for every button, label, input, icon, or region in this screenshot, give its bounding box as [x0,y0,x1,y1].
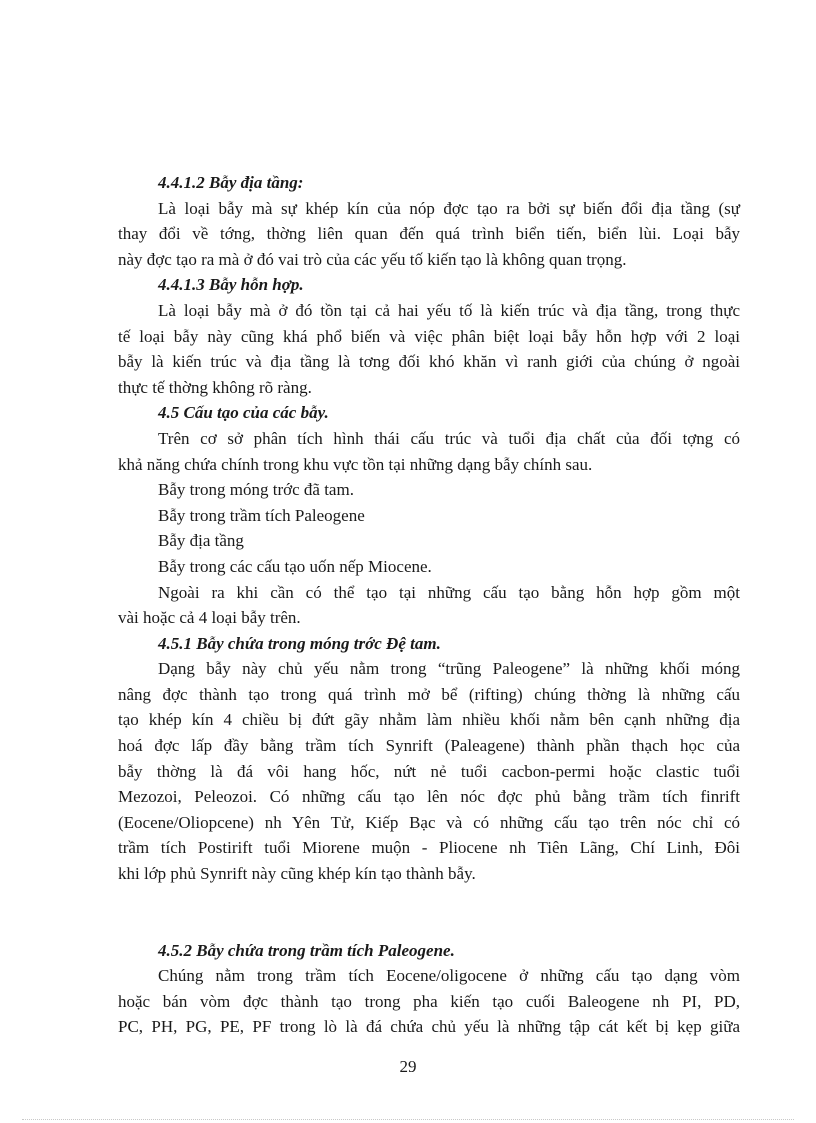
paragraph-line: khả năng chứa chính trong khu vực tồn tại những dạng bẫy chính sau. [118,454,593,474]
paragraph-line: bẫy là kiến trúc và địa tầng là tơng đối khó khăn vì ranh giới của chúng ở ngoài [118,352,740,372]
paragraph-line: vài hoặc cả 4 loại bẫy trên. [118,608,301,628]
list-item: Bẫy trong các cấu tạo uốn nếp Miocene. [158,556,432,576]
paragraph-line: Dạng bẫy này chủ yếu nằm trong “trũng Paleogene” là những khối móng [158,659,740,679]
list-item: Bẫy trong móng trớc đã tam. [158,480,354,500]
paragraph-line: (Eocene/Oliopcene) nh Yên Tử, Kiếp Bạc và có những cấu tạo trên nóc chỉ có [118,812,740,832]
paragraph-line: Chúng nằm trong trầm tích Eocene/oligocene ở những cấu tạo dạng vòm [158,966,740,986]
paragraph-line: hoá đợc lấp đầy bằng trầm tích Synrift (Paleagene) thành phần thạch học của [118,736,740,756]
paragraph-line: Ngoài ra khi cần có thể tạo tại những cấu tạo bằng hỗn hợp gồm một [158,582,740,602]
list-item: Bẫy địa tầng [158,531,244,551]
section-heading-4-4-1-2: 4.4.1.2 Bẫy địa tầng: [158,173,304,192]
paragraph-line: bẫy thờng là đá vôi hang hốc, nứt nẻ tuổi cacbon-permi hoặc clastic tuổi [118,761,740,781]
paragraph-line: Là loại bẫy mà ở đó tồn tại cả hai yếu tố là kiến trúc và địa tầng, trong thực [158,300,740,320]
paragraph-line: thay đổi về tớng, thờng liên quan đến quá trình biển tiến, biển lùi. Loại bẫy [118,224,740,244]
section-gap [118,887,740,938]
section-heading-4-4-1-3: 4.4.1.3 Bẫy hỗn hợp. [158,275,304,295]
section-heading-4-5-1: 4.5.1 Bẫy chứa trong móng trớc Đệ tam. [158,633,441,653]
paragraph-line: thực tế thờng không rõ ràng. [118,377,312,397]
paragraph-line: hoặc bán vòm đợc thành tạo trong pha kiến tạo cuối Baleogene nh PI, PD, [118,991,740,1011]
paragraph-line: tạo khép kín 4 chiều bị đứt gãy nhằm làm nhiều khối nằm bên cạnh những địa [118,710,740,730]
paragraph-line: trầm tích Postirift tuổi Miorene muộn - Pliocene nh Tiên Lãng, Chí Linh, Đôi [118,838,740,858]
page-number: 29 [399,1057,417,1076]
paragraph-line: này đợc tạo ra mà ở đó vai trò của các yếu tố kiến tạo là không quan trọng. [118,249,627,269]
paragraph-line: Mezozoi, Peleozoi. Có những cấu tạo lên nóc đợc phủ bằng trầm tích finrift [118,787,740,807]
list-item: Bẫy trong trầm tích Paleogene [158,505,365,525]
paragraph-line: Là loại bẫy mà sự khép kín của nóp đợc tạo ra bởi sự biến đổi địa tầng (sự [158,198,740,218]
section-heading-4-5-2: 4.5.2 Bẫy chứa trong trầm tích Paleogene. [158,940,455,960]
paragraph-line: PC, PH, PG, PE, PF trong lò là đá chứa chủ yếu là những tập cát kết bị kẹp giữa [118,1017,740,1037]
page-body [118,170,740,1040]
paragraph-line: Trên cơ sở phân tích hình thái cấu trúc và tuổi địa chất của đối tợng có [158,428,740,448]
paragraph-line: nâng đợc thành tạo trong quá trình mở bể (rifting) chúng thờng là những cấu [118,684,740,704]
paragraph-line: khi lớp phủ Synrift này cũng khép kín tạo thành bẫy. [118,864,476,884]
paragraph-line: tế loại bẫy này cũng khá phổ biến và việc phân biệt loại bẫy hỗn hợp với 2 loại [118,326,740,346]
section-heading-4-5: 4.5 Cấu tạo của các bẫy. [158,403,329,423]
page-bottom-divider [22,1119,794,1120]
